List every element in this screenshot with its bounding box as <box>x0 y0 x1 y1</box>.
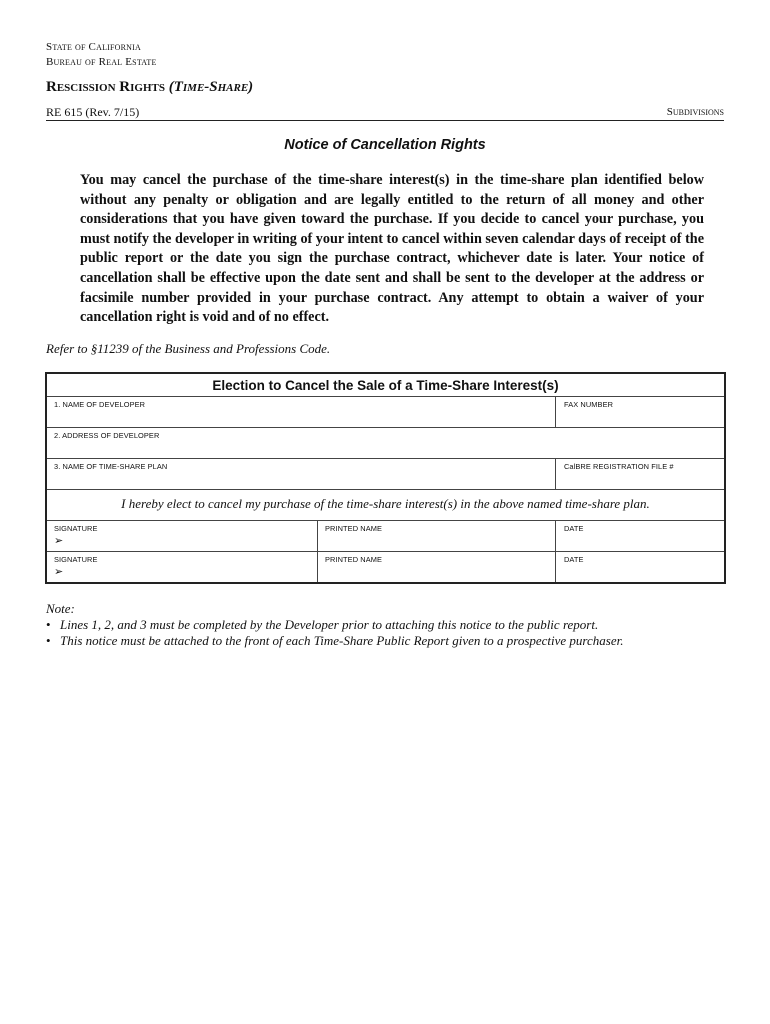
calbre-file-label: CalBRE REGISTRATION FILE # <box>564 462 674 471</box>
signature-label-2: SIGNATURE <box>54 555 98 564</box>
note-item-text: Lines 1, 2, and 3 must be completed by the Developer prior to attaching this notice to the public report. <box>60 617 599 632</box>
note-section <box>46 601 623 649</box>
column-divider <box>555 396 556 427</box>
signature-arrow-icon: ➢ <box>54 535 64 547</box>
notice-heading: Notice of Cancellation Rights <box>284 137 486 153</box>
division-label: Subdivisions <box>666 106 724 118</box>
election-title: Election to Cancel the Sale of a Time-Share Interest(s) <box>212 378 559 393</box>
signature-label-1: SIGNATURE <box>54 524 98 533</box>
row-divider <box>47 458 724 459</box>
row-divider <box>47 520 724 521</box>
code-reference: Refer to §11239 of the Business and Professions Code. <box>46 341 331 356</box>
timeshare-plan-label: 3. NAME OF TIME-SHARE PLAN <box>54 462 168 471</box>
form-title <box>46 79 253 96</box>
form-number: RE 615 (Rev. 7/15) <box>46 105 140 119</box>
date-label-2: DATE <box>564 555 584 564</box>
form-title-main: Rescission Rights <box>46 79 169 95</box>
signature-arrow-icon: ➢ <box>54 566 64 578</box>
election-form <box>45 372 726 584</box>
date-label-1: DATE <box>564 524 584 533</box>
state-heading: State of California <box>46 41 142 53</box>
bureau-heading: Bureau of Real Estate <box>46 56 157 68</box>
fax-number-label: FAX NUMBER <box>564 400 614 409</box>
header-divider <box>46 120 724 121</box>
note-heading: Note: <box>46 601 75 616</box>
printed-name-label-2: PRINTED NAME <box>325 555 383 564</box>
row-divider <box>47 427 724 428</box>
bullet-icon: • <box>46 633 51 648</box>
row-divider <box>47 551 724 552</box>
developer-name-label: 1. NAME OF DEVELOPER <box>54 400 146 409</box>
list-item <box>46 617 623 633</box>
row-divider <box>47 396 724 397</box>
note-item-text: This notice must be attached to the front of each Time-Share Public Report given to a prospective purchaser. <box>60 633 624 648</box>
note-list <box>46 617 623 649</box>
notice-body: You may cancel the purchase of the time-share interest(s) in the time-share plan identified below without any penalty or obligation and are legally entitled to the return of all money and other considerations that you have given toward the purchase. If you decide to cancel your purchase, you must notify the developer in writing of your intent to cancel within seven calendar days of receipt of the public report or the date you sign the purchase contract, whichever date is later. Your notice of cancellation shall be effective upon the date sent and shall be sent to the developer at the address or facsimile number provided in your purchase contract. Any attempt to obtain a waiver of your cancellation right is void and of no effect. <box>80 172 704 326</box>
form-title-timeshare: (Time-Share) <box>168 79 254 95</box>
printed-name-label-1: PRINTED NAME <box>325 524 383 533</box>
election-statement: I hereby elect to cancel my purchase of the time-share interest(s) in the above named time-share plan. <box>121 496 650 511</box>
bullet-icon: • <box>46 617 51 632</box>
developer-address-label: 2. ADDRESS OF DEVELOPER <box>54 431 160 440</box>
row-divider <box>47 489 724 490</box>
column-divider <box>555 458 556 489</box>
list-item <box>46 633 623 649</box>
